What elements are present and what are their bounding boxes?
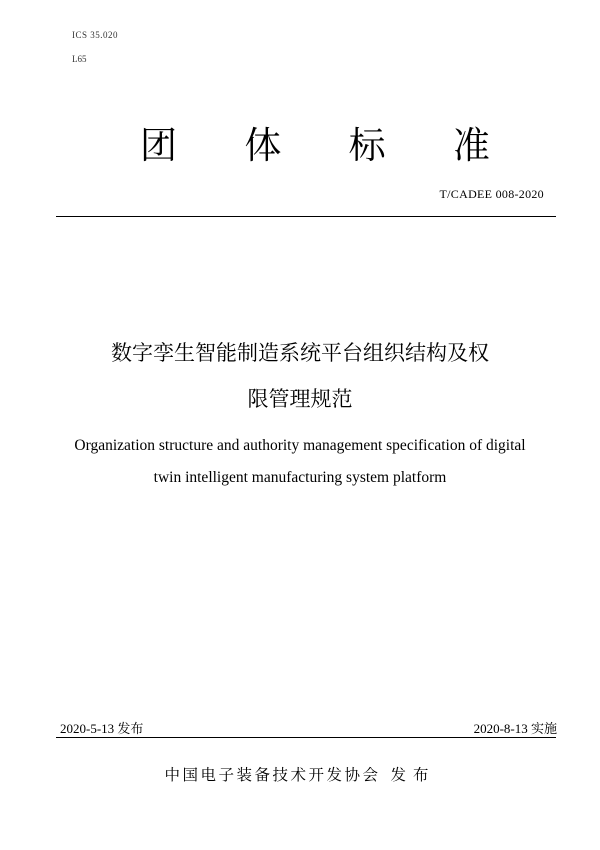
implementation-date: 2020-8-13 实施: [473, 721, 557, 736]
ccs-code: L65: [72, 54, 87, 64]
standard-type-heading: [140, 121, 490, 171]
title-chinese-line-1: 数字孪生智能制造系统平台组织结构及权: [111, 341, 489, 365]
ics-code: ICS 35.020: [72, 30, 119, 40]
title-chinese: [30, 330, 570, 422]
title-english-line-2: twin intelligent manufacturing system platform: [153, 469, 447, 486]
publisher-line: [0, 763, 600, 785]
standard-type-char: 准: [452, 124, 490, 167]
standard-type-char: 标: [348, 124, 386, 167]
publisher-organization: 中国电子装备技术开发协会: [164, 766, 381, 784]
issue-date: 2020-5-13 发布: [60, 721, 144, 736]
bottom-divider: [56, 737, 556, 738]
title-chinese-line-2: 限管理规范: [247, 387, 353, 411]
title-english-line-1: Organization structure and authority management specification of digital: [74, 437, 526, 454]
publisher-action: 发布: [390, 766, 436, 784]
standard-number: T/CADEE 008-2020: [439, 187, 544, 201]
standard-type-char: 体: [244, 124, 282, 167]
standard-type-char: 团: [140, 124, 177, 167]
top-divider: [56, 216, 556, 217]
title-english: [30, 430, 570, 494]
